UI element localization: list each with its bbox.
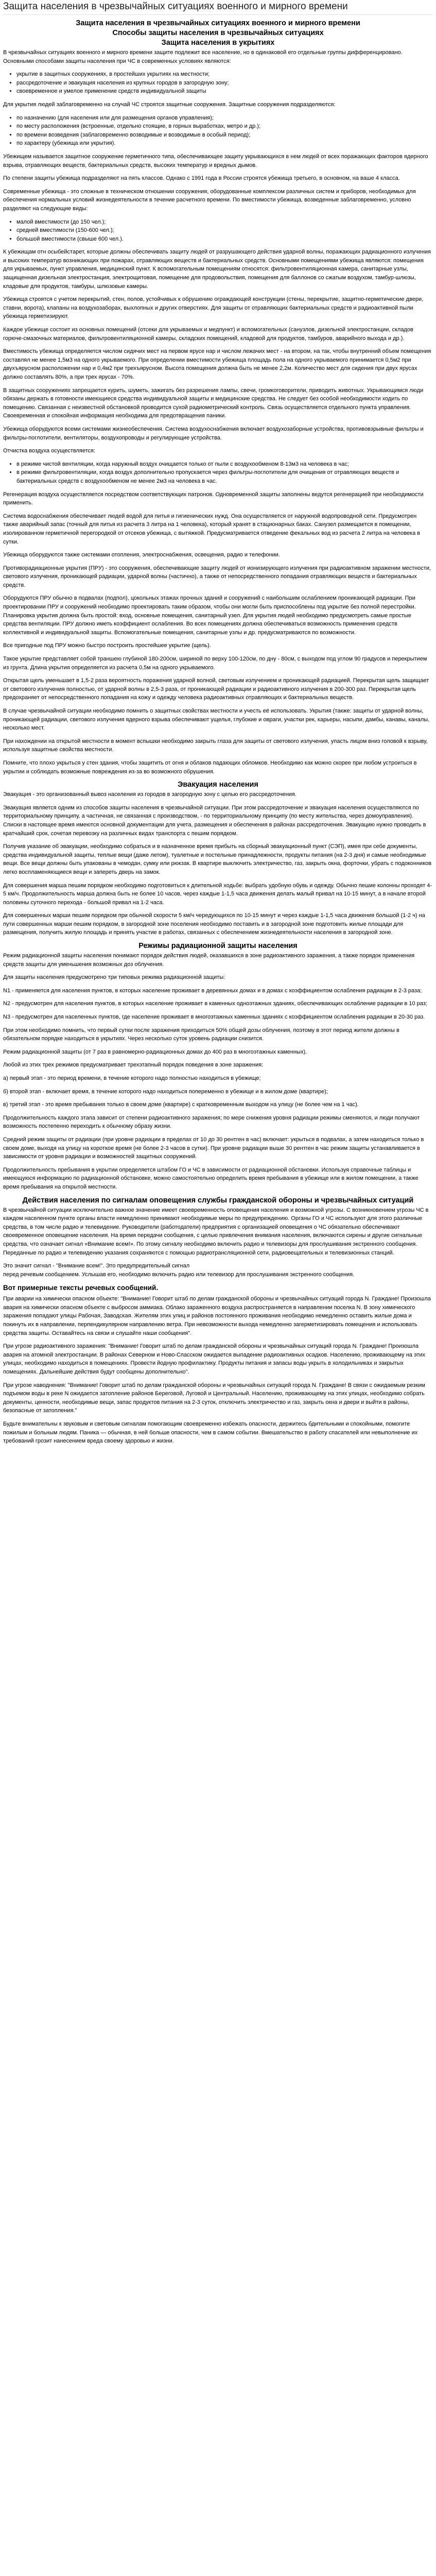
- paragraph: Оборудуются ПРУ обычно в подвалах (подпол), цокольных этажах прочных зданий и сооружений с наибольшим ослаблением проникающей радиации. При проектировании ПРУ и сооружений необходимо проектировать таким образом, чтобы они могли быть приспособлены под укрытие без полной перестройки. Планировка укрытия должна быть простой: вход, основные помещения, санитарный узел. Для укрытия людей необходимо предусмотреть самые простые средства вентиляции. ПРУ должно иметь коэффициент ослабления. Во всех помещениях должна обеспечиваться возможность применения средств коллективной и индивидуальной защиты. Вспомогательные помещения, санитарные узлы и др. предусматриваются по возможности.: [3, 595, 416, 636]
- paragraph: а) первый этап - это период времени, в течение которого надо полностью находиться в убежище;: [3, 1075, 261, 1081]
- paragraph: Любой из этих трех режимов предусматривает трехэтапный порядок поведения в зоне заражения:: [3, 1062, 264, 1069]
- paragraph: Для совершения марша пешим порядком необходимо подготовиться к длительной ходьбе: выбрать удобную обувь и одежду. Обычно пешие колонны проходят 4-5 км/ч. Продолжительность марша должна быть не более 10 часов, через каждые 1-1,5 часа движения делать малый привал на 10-15 минут, а в начале второй половины суточного перехода - большой привал на 1-2 часа.: [3, 882, 432, 906]
- paragraph: Все пригодные под ПРУ можно быстро построить простейшее укрытие (щель).: [3, 642, 211, 649]
- paragraph: Это значит сигнал - "Внимание всем!". Это предупредительный сигнал перед речевым сообщением. Услышав его, необходимо включить радио или телевизор для прослушивания экстренного сообщения.: [3, 1263, 355, 1278]
- paragraph: Режим радиационной защиты населения понимают порядок действия людей, оказавшихся в зоне радиоактивного заражения, а также порядок применения средств защиты для уменьшения возможных доз облучения.: [3, 953, 415, 968]
- paragraph: Регенерация воздуха осуществляется посредством соответствующих патронов. Одновременной защиты заполнены ведутся регенерацией при необходимости применить.: [3, 491, 424, 506]
- paragraph: Вместимость убежища определяется числом сидячих мест на первом ярусе нар и числом лежачих мест - на втором, на так, чтобы внутренний объем помещения составлял не менее 1,5м3 на одного укрываемого. При определении вместимости убежища площадь пола на одного укрываемого принимается 0,5м2 при двухъярусном расположении нар и 0,4м2 при трехъярусном. Высота помещения должна быть не менее 2,2м. Количество мест для сидения при двух ярусах должно составлять 80%, а при трех ярусах - 70%.: [3, 348, 431, 380]
- list-item: • по характеру (убежища или укрытия).: [16, 139, 433, 148]
- paragraph: Убежища оборудуются всеми системами жизнеобеспечения. Система воздухоснабжения включает воздухозаборные устройства, противовзрывные фильтры и фильтры-поглотители, вентиляторы, воздухопроводы и регулирующие устройства.: [3, 426, 424, 441]
- paragraph: При этом необходимо помнить, что первый сутки после заражения приходиться 50% общей дозы облучения, поэтому в этот период жители должны в обязательном порядке находиться в укрытиях. Через несколько суток уровень радиации снизится.: [3, 1027, 399, 1042]
- page-title: Защита населения в чрезвычайных ситуациях военного и мирного времени: [3, 1, 433, 15]
- list-item: • средней вместимости (150-600 чел.);: [16, 226, 433, 235]
- paragraph: В чрезвычайных ситуациях военного и мирного времени защите подлежит все население, но в одинаковой его отдельные группы дифференцировано. Основными способами защиты населения при ЧС в современных условиях являются:: [3, 49, 403, 64]
- list-item: • по месту расположения (встроенные, отдельно стоящие, в горных выработках, метро и др.);: [16, 122, 433, 131]
- list-item: • большой вместимости (свыше 600 чел.).: [16, 235, 433, 244]
- paragraph: Убежищем называется защитное сооружение герметичного типа, обеспечивающее защиту укрывающихся в нем людей от всех поражающих факторов ядерного взрыва, отравляющих веществ, бактериальных средств, высоких температур и вредных дымов.: [3, 153, 428, 168]
- list-item: • малой вместимости (до 150 чел.);: [16, 218, 433, 227]
- list-item: • укрытие в защитных сооружениях, в простейших укрытиях на местности;: [16, 70, 433, 79]
- ventilation-list: [3, 460, 433, 486]
- paragraph: Система водоснабжения обеспечивает людей водой для питья и гигиенических нужд. Она осуществляется от наружной водопроводной сети. Предусмотрен также аварийный запас (точный для питья из расчета 3 литра на 1 человека), который хранят в стационарных баках. Санузел размещается в помещении, изолированном герметичной перегородкой от отсеков убежища, с вытяжкой. Предусматривается отведение фекальных вод из расчета 2 литра на человека в сутки.: [3, 513, 421, 545]
- paragraph: Средний режим защиты от радиации (при уровне радиации в пределах от 10 до 30 рентген в час) включает: укрыться в подвалах, а затем находиться только в своем доме, выходя на улицу на короткое время (не более 2-3 часов в сутки). При уровне радиации выше 30 рентген в час режим защиты устанавливается в зависимости от уровня радиации и возможностей защитных сооружений.: [3, 1136, 424, 1160]
- paragraph: N2 - предусмотрен для населения пунктов, в которых население проживает в каменных одноэтажных зданиях, обеспечивающих ослабление радиации в 10 раз;: [3, 1001, 427, 1007]
- paragraph: При нахождении на открытой местности в момент вспышки необходимо закрыть глаза для защиты от светового излучения, упасть лицом вниз головой к взрыву, используя защитные свойства местности.: [3, 738, 428, 753]
- paragraph: Открытая щель уменьшает в 1,5-2 раза вероятность поражения ударной волной, световым излучением и проникающей радиацией. Перекрытая щель защищает от светового излучения полностью, от ударной волны в 2,5-3 раза, от проникающей радиации и радиоактивного излучения в 200-300 раз. Перекрытая щель предохраняет от непосредственного попадания на кожу и одежду человека радиоактивных отравляющих и бактериальных веществ.: [3, 677, 429, 701]
- main-heading: Защита населения в чрезвычайных ситуациях военного и мирного времени: [76, 19, 360, 27]
- paragraph: По степени защиты убежища подразделяют на пять классов. Однако с 1991 года в России строятся убежища третьего, в основном, на ваше 4 класса.: [3, 175, 400, 182]
- evacuation-heading: Эвакуация населения: [178, 781, 258, 789]
- warning-heading: Действия населения по сигналам оповещения службы гражданской обороны и чрезвычайных ситуаций: [22, 1196, 414, 1205]
- paragraph: в) третий этап - это время пребывания только в своем доме (квартире) с кратковременным выходом на улицу (не более чем на 1 час).: [3, 1101, 359, 1108]
- paragraph: Режим радиационной защиты (от 7 раз в равномерно-радиационных домах до 400 раз в многоэтажных каменных).: [3, 1048, 307, 1055]
- paragraph: Получив указание об эвакуации, необходимо собраться и в назначенное время прибыть на сборный эвакуационный пункт (СЭП), имея при себе документы, средства индивидуальной защиты, теплые вещи (даже летом), туалетные и постельные принадлежности, продукты питания (на 2-3 дня) и самые необходимые вещи. Все вещи должны быть упакованы в чемодан, сумку или рюкзак. В квартире выключить электричество, газ, закрыть окна, форточки, убрать с подоконников легко воспламеняющиеся вещи и запереть дверь на замок.: [3, 843, 432, 875]
- paragraph: К убежищам отн осыбейстарет, которые должны обеспечивать защиту людей от разрушающего действия ударной волны, поражающих радиационного излучения и высоких температур возникающих при пожарах, отравляющих веществ и бактериальных средств. Основными помещениями убежища являются: помещения для укрываемых, пункт управления, медицинский пункт. К вспомогательным помещениям относятся: фильтровентиляционная камера, санитарные узлы, защищенная дизельная электростанция, электрощитовая, помещение для продовольствия, помещения для баллонов со сжатым воздухом, тамбур-шлюзы, кладовые для продуктов, тамбуры, шлюзовые камеры.: [3, 249, 431, 290]
- paragraph: Будьте внимательны к звуковым и световым сигналам помогающим своевременно избежать опасности, держитесь бдительными и спокойными, помогите пожилым и больным людям. Паника — обычная, в ней больше опасности, чем в самом событии. Вмешательство в работу спасателей или невыполнение их требований грозит нанесением вреда своему здоровью и жизни.: [3, 1421, 418, 1445]
- list-item: • в режиме чистой вентиляции, когда наружный воздух очищается только от пыли с воздухообменом 8-13м3 на человека в час;: [16, 460, 433, 469]
- list-item: • в режиме фильтровентиляции, когда воздух дополнительно пропускается через фильтры-поглотители для очищения от отравляющих веществ и бактериальных средств с воздухообменом не менее 2м3 на человека в час.: [16, 468, 433, 485]
- paragraph: В случае чрезвычайной ситуации необходимо помнить о защитных свойствах местности и учесть её использовать. Укрытия (также: защиты от ударной волны, проникающей радиации, светового излучения ядерного взрыва обеспечивают ущелья, глубокие и овраги, участки рек, карьеры, насыпи, дамбы, канавы, каналы, несколько мест.: [3, 708, 430, 732]
- paragraph: Эвакуация - это организованный вывоз населения из городов в загородную зону с целью его рассредоточения.: [3, 791, 297, 798]
- shelter-types-list: [3, 114, 433, 148]
- paragraph: При аварии на химически опасном объекте: "Внимание! Говорит штаб по делам гражданской обороны и чрезвычайных ситуаций города N. Граждане! Произошла авария на химически опасном объекте с выбросом аммиака. Облако зараженного воздуха распространяется в направлении поселка N. В зону химического заражения попадают улицы Рабочая, Заводская. Жителям этих улиц и районов постоянного проживания необходимо немедленно оставить жилые дома и покинуть их в направлении, перпендикулярном направлению ветра. При невозможности выхода немедленно загерметизировать помещения и использовать средства защиты. Оставайтесь на связи и слушайте наши сообщения".: [3, 1296, 431, 1336]
- paragraph: N3 - предусмотрен для населенных пунктов, где население проживает в многоэтажных каменных зданиях с коэффициентом ослабления радиации в 20-30 раз.: [3, 1014, 425, 1021]
- paragraph: В чрезвычайной ситуации исключительно важное значение имеет своевременность оповещения населения и возможной угрозы. С возникновением угрозы ЧС в каждом населенном пункте органы власти немедленно принимают необходимые меры по предупреждению. Органы ГО и ЧС используют для этого различные средства, в том числе радио и телевидение. Руководители (работодатели) предприятия с организацией оповещения о ЧС обязательно обеспечивают своевременное оповещение населения. На время передачи сообщения, с целью привлечения внимания населения, включаются сирены и другие сигнальные средства, что означает сигнал «Внимание всем!». По этому сигналу необходимо включить радио и телевизоры для прослушивания экстренного сообщения. Переданные по радио и телевидению указания сохраняются с помощью радиотрансляционной сети, радиовещательных и телевизионных станций.: [3, 1207, 429, 1256]
- paragraph: Убежища оборудуются также системами отопления, электроснабжения, освещения, радио и телефонии.: [3, 552, 280, 558]
- capacity-list: [3, 218, 433, 244]
- paragraph: Продолжительность каждого этапа зависит от степени радиоактивного заражения; по мере снижения уровня радиации режимы сменяются, и люди получают возможность постепенно переходить к обычному образу жизни.: [3, 1114, 420, 1130]
- list-item: • по назначению (для населения или для размещения органов управления);: [16, 114, 433, 123]
- paragraph: Помните, что плохо укрыться у стен здания, чтобы защитить от огня и облаков падающих обломков. Необходимо как можно скорее при любом устроиться в укрытии и соблюдать возможные повреждения из-за во возможного обрушения.: [3, 759, 417, 775]
- examples-heading: Вот примерные тексты речевых сообщений.: [3, 1284, 159, 1292]
- paragraph: Убежища строятся с учетом перекрытий, стен, полов, устойчивых к обрушению ограждающей конструкции (стены, перекрытие, защитно-герметические двери, ставни, ворота), клапаны на воздухозаборах, выхлопных и других отверстиях. Для защиты от отравляющих бактериальных средств и радиоактивной пыли убежища герметизируют.: [3, 296, 424, 320]
- paragraph: Противорадиационные укрытия (ПРУ) - это сооружения, обеспечивающие защиту людей от ионизирующего излучения при радиоактивном заражении местности, светового излучения, проникающей радиации, ударной волны (частично), а также от непосредственного попадания отравляющих веществ и бактериальных средств.: [3, 565, 431, 588]
- paragraph: Для защиты населения предусмотрено три типовых режима радиационной защиты:: [3, 974, 225, 981]
- list-item: • своевременное и умелое применение средств индивидуальной защиты: [16, 87, 433, 96]
- document: [0, 1, 436, 1446]
- paragraph: N1 - применяется для населения пунктов, в которых население проживает в деревянных домах и в домах с коэффициентом ослабления радиации в 2-3 раза;: [3, 987, 422, 994]
- paragraph: Каждое убежище состоит из основных помещений (отсеки для укрываемых и медпункт) и вспомогательных (санузлов, дизельной электростанции, складов горюче-смазочных материалов, фильтровентиляционной камеры, складских помещений, кладовой для продуктов, тамбуров, аварийного выхода и др.).: [3, 327, 413, 342]
- paragraph: Современные убежища - это сложные в техническом отношении сооружения, оборудованные комплексом различных систем и приборов, необходимых для обеспечения нормальных условий жизнедеятельности в течение расчетного времени. По вместимости убежища, возведенные заблаговременно, условно разделяют на следующие виды:: [3, 188, 416, 212]
- list-item: • по времени возведения (заблаговременно возводимые и возводимые в особый период);: [16, 131, 433, 140]
- shelters-heading: Защита населения в укрытиях: [161, 39, 275, 47]
- paragraph: Такое укрытие представляет собой траншею глубиной 180-200см, шириной по верху 100-120см, по дну - 80см, с выходом под углом 90 градусов и перекрытием из грунта. Длина укрытия определяется из расчета 0,5м на одного укрываемого.: [3, 656, 427, 671]
- paragraph: При угрозе наводнения: "Внимание! Говорит штаб по делам гражданской обороны и чрезвычайных ситуаций города N. Граждане! В связи с ожидаемым резким подъемом воды в реке N ожидается затопление районов Береговой, Луговой и Центральный. Населению, проживающему на этих улицах, необходимо собрать документы, ценности, необходимые вещи, запас продуктов питания на 2-3 суток, отключить электричество и газ, закрыть окна и двери и выйти в районы, безопасные от затопления.": [3, 1382, 425, 1414]
- list-item: • рассредоточение и эвакуация населения из крупных городов в загородную зону;: [16, 79, 433, 88]
- paragraph: При угрозе радиоактивного заражения: "Внимание! Говорит штаб по делам гражданской обороны и чрезвычайных ситуаций города N. Граждане! Произошла авария на атомной электростанции. В районах Северном и Ново-Спасском ожидается выпадение радиоактивных осадков. Населению, проживающему на этих улицах, необходимо находиться в помещениях. Провести йодную профилактику. Продукты питания и запасы воды укрыть в холодильниках и закрытых помещениях. Дальнейшие действия будут сообщены дополнительно".: [3, 1343, 426, 1376]
- paragraph: Продолжительность пребывания в укрытии определяется штабом ГО и ЧС в зависимости от радиационной обстановки. Используя справочные таблицы и имеющуюся информацию по радиационной обстановке, можно самостоятельно определить время пребывания в убежище или в жилом помещении, а также время пребывания на открытой местности.: [3, 1166, 418, 1190]
- paragraph: б) второй этап - включает время, в течение которого надо находиться попеременно в убежище и в жилом доме (квартире);: [3, 1088, 328, 1095]
- methods-list: [3, 70, 433, 96]
- paragraph: В защитных сооружениях запрещается курить, шуметь, зажигать без разрешения лампы, свечи, громкоговорители, приводить животных. Укрывающимся люди обязаны держать в готовности имеющиеся средства индивидуальной защиты и медицинские средства. Не следует без особой необходимости ходить по помещению. Связанная с неизвестной обстановкой проводится сухой радиометрический контроль. Связь осуществляется отдельного пункта управления. Своевременная и спокойная информация необходима для предотвращения паники.: [3, 387, 424, 419]
- paragraph: Для совершенных марши пешим порядком при обычной скорости 5 км/ч чередующихся по 10-15 минут и через каждые 1-1,5 часа движения большой (1-2 ч) на пути совершенных марши пешим порядком, в загородной зоне поселения необходимо поставить и в загородной зоне подготовить жилые площади для размещения, получить жилую площадь и принять участие в работах, связанных с обеспечением жизнедеятельности населения в загородной зоне.: [3, 912, 425, 936]
- paragraph: Отчистка воздуха осуществляется:: [3, 448, 96, 454]
- methods-heading: Способы защиты населения в чрезвычайных ситуациях: [112, 29, 324, 37]
- paragraph: Для укрытия людей заблаговременно на случай ЧС строятся защитные сооружения. Защитные сооружения подразделяются:: [3, 101, 336, 108]
- radiation-heading: Режимы радиационной защиты населения: [138, 942, 298, 951]
- paragraph: Эвакуация является одним из способов защиты населения в чрезвычайной ситуации. При этом рассредоточение и эвакуация населения осуществляются по территориальному принципу, а частичная, не связанная с производством, - по территориальному принципу (по месту жительства, через домоуправления). Списки в настоящее время имеются основной документации для учета, размещения и обеспечения в районах рассредоточения. Эвакуацию нужно проводить в кратчайший срок, сочетая перевозку на различных видах транспорта с пешим порядком.: [3, 804, 426, 837]
